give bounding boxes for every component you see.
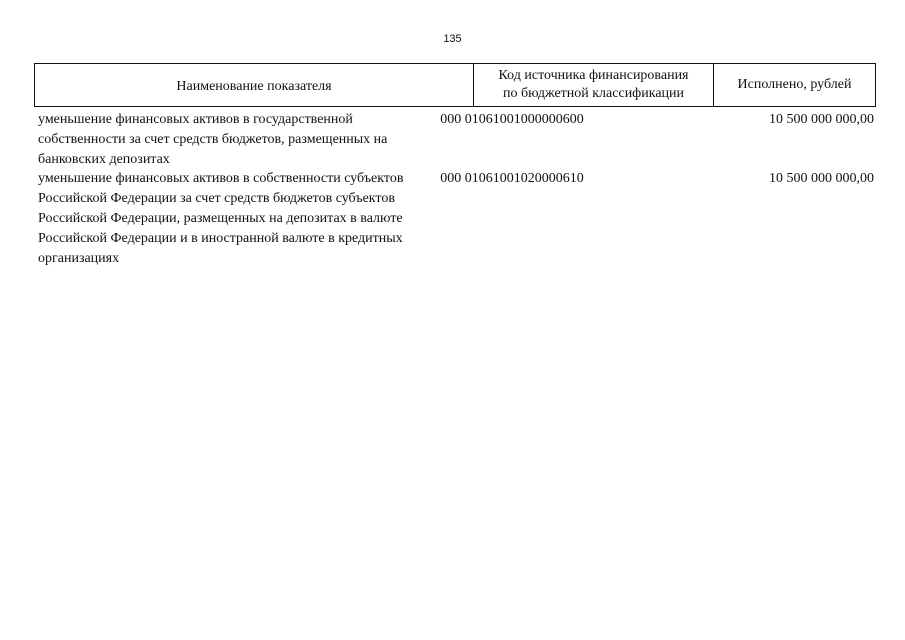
row-source-code: 000 01061001020000610 (440, 171, 584, 186)
header-indicator-name: Наименование показателя (176, 79, 332, 94)
header-source-code-line2: по бюджетной классификации (502, 86, 685, 101)
page-number: 135 (443, 33, 462, 45)
row-executed-amount: 10 500 000 000,00 (769, 112, 874, 127)
header-source-code (473, 64, 713, 106)
row-indicator-name: уменьшение финансовых активов в собственности субъектов Российской Федерации за счет средств бюджетов субъектов Российской Федерации, размещенных на депозитах в валюте Российской Федерации и в иностранной валюте в кредитных организациях (38, 171, 404, 266)
row-executed-amount: 10 500 000 000,00 (769, 171, 874, 186)
table-header (34, 63, 876, 107)
header-source-code-line1: Код источника финансирования (498, 68, 689, 83)
header-executed: Исполнено, рублей (713, 64, 875, 106)
row-source-code: 000 01061001000000600 (440, 112, 584, 127)
row-indicator-name: уменьшение финансовых активов в государственной собственности за счет средств бюджетов, размещенных на банковских депозитах (38, 112, 388, 167)
